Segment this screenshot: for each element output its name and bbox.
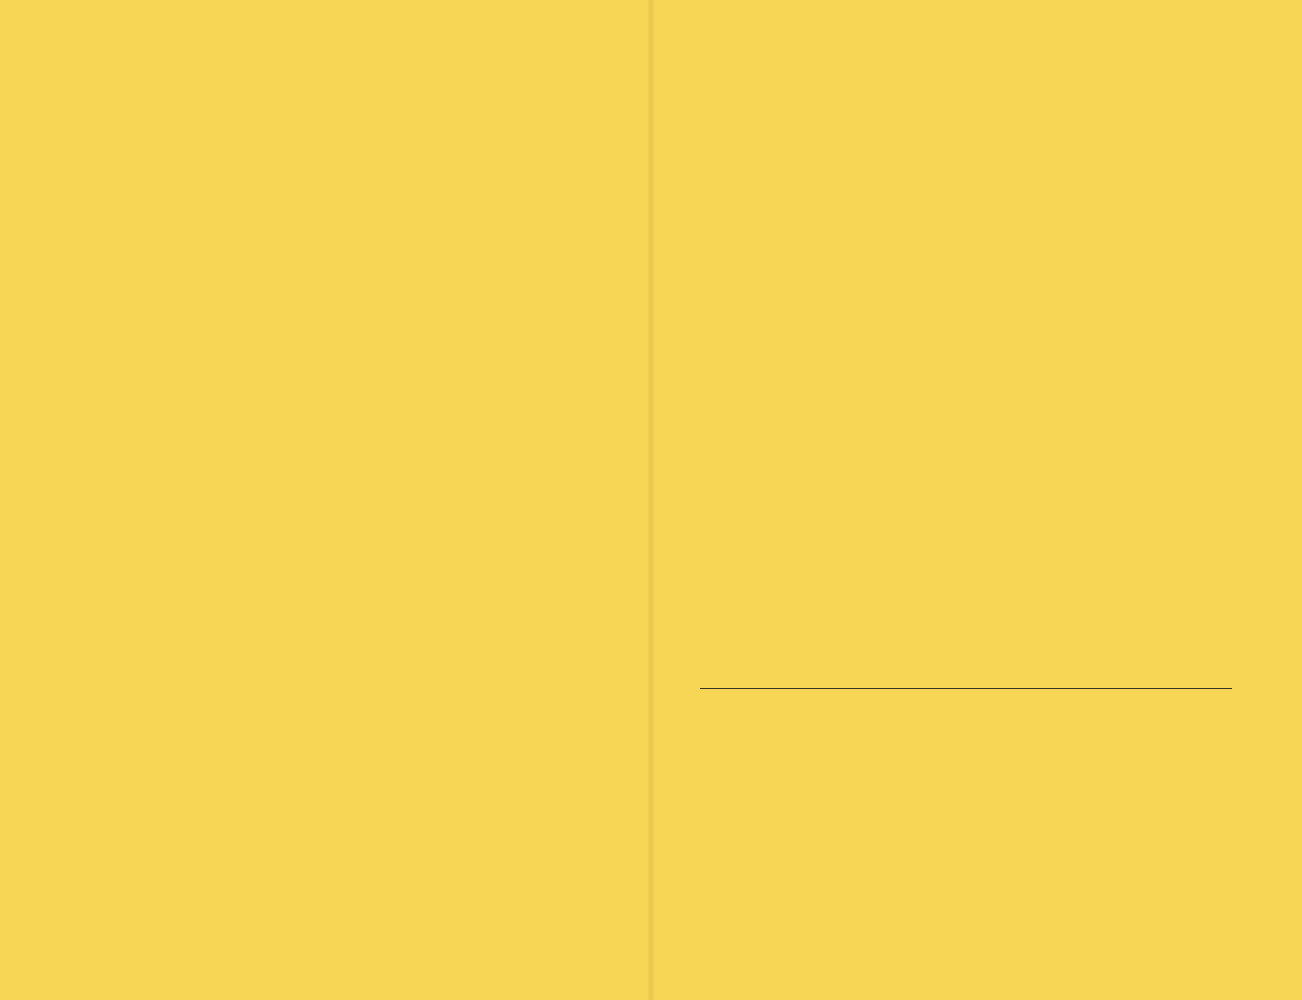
section-rule bbox=[700, 688, 1232, 689]
